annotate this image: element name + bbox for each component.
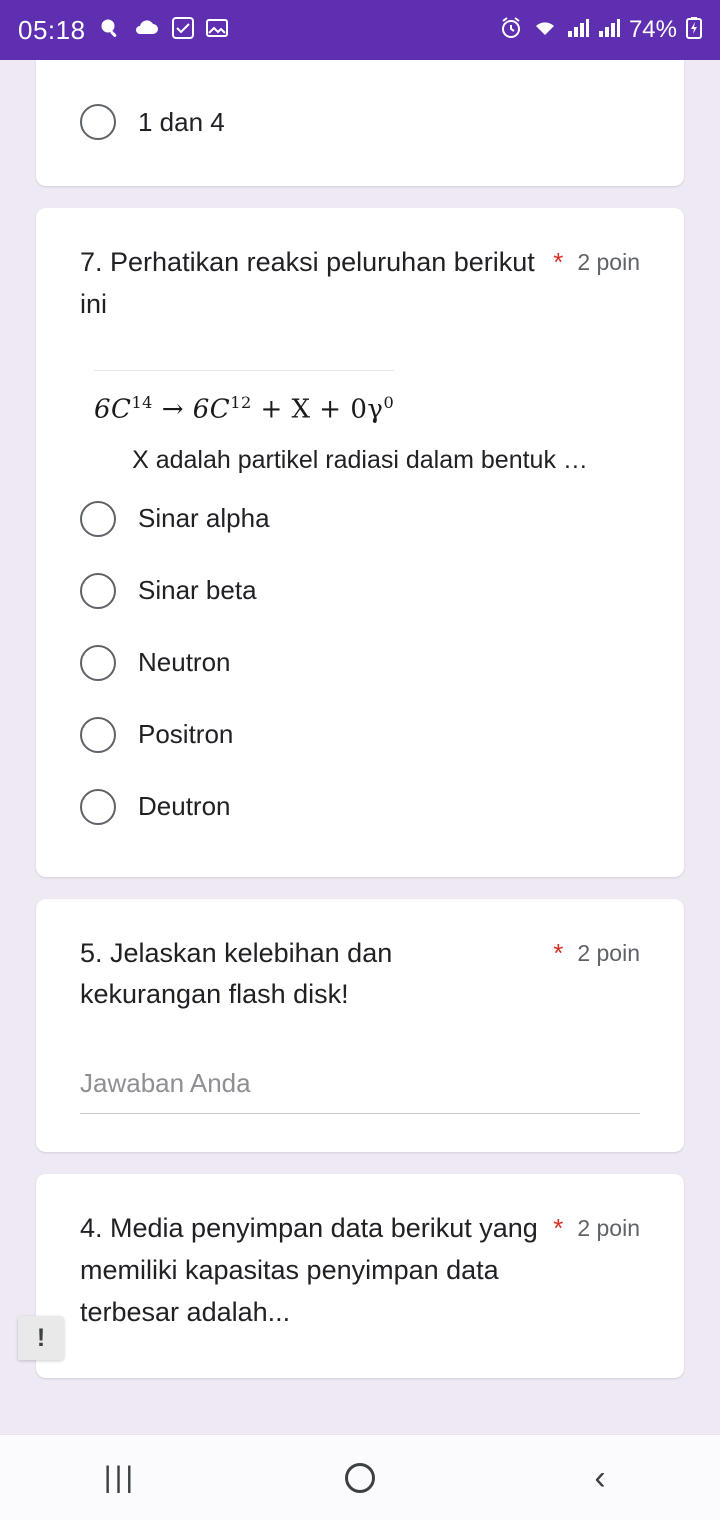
- option-label: 1 dan 4: [138, 106, 225, 137]
- status-clock: 05:18: [18, 14, 86, 45]
- option-label: Deutron: [138, 791, 231, 822]
- question-text: 7. Perhatikan reaksi peluruhan berikut ini: [80, 247, 535, 319]
- signal-icon: [567, 18, 589, 42]
- question-text: 5. Jelaskan kelebihan dan kekurangan flash disk!: [80, 937, 393, 1010]
- warning-badge-icon[interactable]: !: [18, 1316, 64, 1360]
- home-button[interactable]: [300, 1448, 420, 1508]
- option-row-positron[interactable]: [80, 703, 640, 767]
- form-scroll-area[interactable]: [0, 60, 720, 1434]
- option-label: Sinar beta: [138, 575, 257, 606]
- option-row-sinar-beta[interactable]: [80, 559, 640, 623]
- alarm-icon: [499, 16, 523, 44]
- option-row[interactable]: [80, 90, 640, 154]
- recents-button[interactable]: [60, 1448, 180, 1508]
- status-bar-right: [499, 16, 702, 44]
- option-row-deutron[interactable]: [80, 775, 640, 839]
- question-card-7: [36, 208, 684, 877]
- option-label: Sinar alpha: [138, 503, 270, 534]
- question-card-partial: [36, 60, 684, 186]
- radio-button[interactable]: [80, 789, 116, 825]
- battery-icon: [686, 17, 702, 43]
- equation-text: $6C^{14} \to 6C^{12} + X + 0\gamma^0$: [94, 392, 395, 425]
- answer-placeholder: Jawaban Anda: [80, 1068, 251, 1099]
- wifi-icon: [532, 18, 558, 42]
- answer-input[interactable]: [80, 1068, 640, 1114]
- required-marker: *: [553, 247, 564, 277]
- radio-button[interactable]: [80, 645, 116, 681]
- question-header: [80, 242, 640, 326]
- option-label: Neutron: [138, 647, 231, 678]
- option-row-sinar-alpha[interactable]: [80, 487, 640, 551]
- equation-image: [94, 370, 394, 425]
- signal-icon-2: [598, 18, 620, 42]
- status-bar-left: [18, 15, 228, 46]
- option-row-neutron[interactable]: [80, 631, 640, 695]
- radio-button[interactable]: [80, 501, 116, 537]
- system-navigation-bar: [0, 1434, 720, 1520]
- radio-button[interactable]: [80, 104, 116, 140]
- back-icon: ‹: [594, 1458, 606, 1497]
- cloud-icon: [134, 18, 160, 42]
- radio-button[interactable]: [80, 573, 116, 609]
- battery-percent: 74%: [628, 16, 677, 43]
- search-icon: [98, 16, 122, 44]
- points-label: 2 poin: [577, 939, 640, 966]
- required-marker: *: [553, 937, 564, 968]
- back-button[interactable]: [540, 1448, 660, 1508]
- required-marker: *: [553, 1213, 564, 1244]
- option-label: Positron: [138, 719, 234, 750]
- question-card-5: [36, 899, 684, 1153]
- equation-caption: X adalah partikel radiasi dalam bentuk …: [132, 446, 588, 475]
- recents-icon: |||: [103, 1460, 137, 1494]
- home-icon: [345, 1463, 375, 1493]
- question-header: [80, 1208, 640, 1334]
- radio-button[interactable]: [80, 717, 116, 753]
- checkbox-icon: [172, 17, 194, 43]
- question-text: 4. Media penyimpan data berikut yang memiliki kapasitas penyimpan data terbesar adalah...: [80, 1213, 538, 1327]
- status-bar: [0, 0, 720, 60]
- question-card-4: [36, 1174, 684, 1378]
- question-header: [80, 933, 640, 1017]
- image-icon: [206, 17, 228, 43]
- points-label: 2 poin: [577, 249, 640, 275]
- points-label: 2 poin: [577, 1215, 640, 1242]
